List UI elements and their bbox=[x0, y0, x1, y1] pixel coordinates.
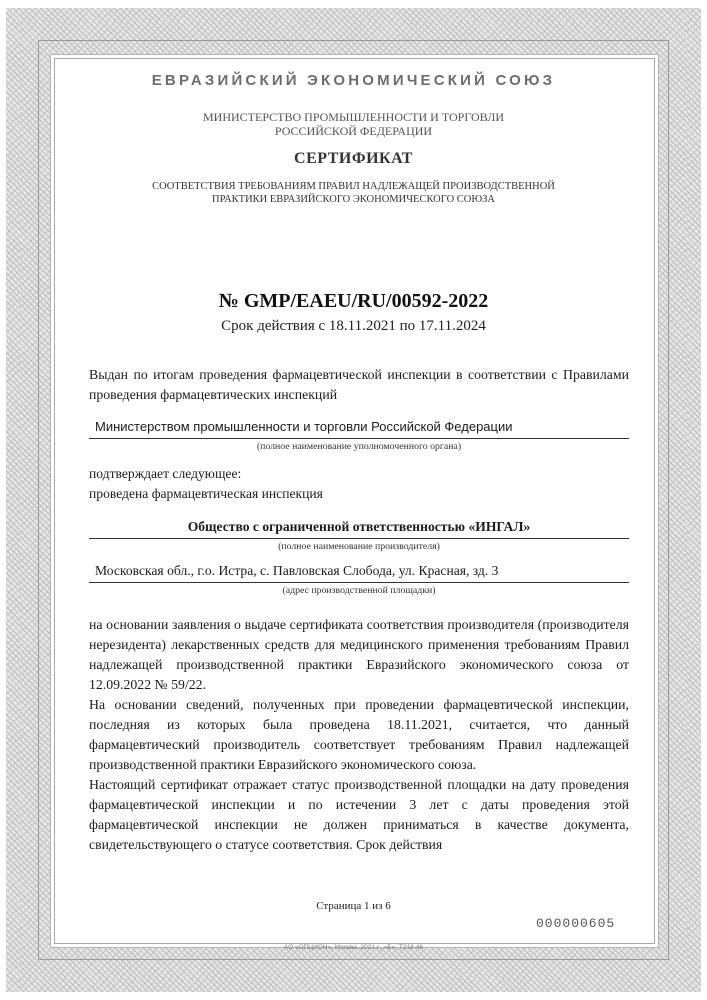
issued-paragraph: Выдан по итогам проведения фармацевтической инспекции в соответствии с Правилами проведения фармацевтических инспекций bbox=[89, 367, 629, 402]
manufacturer-value: Общество с ограниченной ответственностью «ИНГАЛ» bbox=[187, 519, 531, 534]
certificate-number: № GMP/EAEU/RU/00592-2022 bbox=[218, 290, 489, 312]
certificate-subtitle-line-2: ПРАКТИКИ ЕВРАЗИЙСКОГО ЭКОНОМИЧЕСКОГО СОЮЗА bbox=[211, 194, 496, 205]
page-number: Страница 1 из 6 bbox=[316, 900, 391, 912]
certificate-subtitle-line-1: СООТВЕТСТВИЯ ТРЕБОВАНИЯМ ПРАВИЛ НАДЛЕЖАЩЕЙ ПРОИЗВОДСТВЕННОЙ bbox=[152, 181, 555, 192]
printer-imprint: АО «ОПЦИОН», Москва, 2021 г., «Б», Т218-46 bbox=[283, 944, 424, 951]
manufacturer-underline bbox=[89, 538, 629, 539]
site-address-field bbox=[89, 561, 629, 597]
ministry-line-2: РОССИЙСКОЙ ФЕДЕРАЦИИ bbox=[274, 124, 433, 138]
serial-number: 000000605 bbox=[536, 916, 616, 931]
authority-value: Министерством промышленности и торговли Российской Федерации bbox=[95, 419, 513, 434]
body-paragraph-1: на основании заявления о выдаче сертификата соответствия производителя (производителя нерезидента) лекарственных средств для медицинского применения требованиям Правил надлежащей производственной практики Евразийского экономического союза от 12.09.2022 № 59/22. bbox=[89, 617, 629, 692]
union-heading: ЕВРАЗИЙСКИЙ ЭКОНОМИЧЕСКИЙ СОЮЗ bbox=[151, 72, 556, 89]
site-address-underline bbox=[89, 582, 629, 583]
body-paragraph-3: Настоящий сертификат отражает статус производственной площадки на дату проведения фармацевтической инспекции и по истечении 3 лет с даты проведения этой фармацевтической инспекции не должен приниматься в качестве документа, свидетельствующего о статусе соответствия. Срок действия bbox=[89, 777, 629, 852]
certificate-title: СЕРТИФИКАТ bbox=[294, 150, 413, 167]
confirm-line-2: проведена фармацевтическая инспекция bbox=[89, 486, 323, 501]
authority-underline bbox=[89, 438, 629, 439]
ministry-heading bbox=[0, 110, 707, 138]
body-paragraph-2: На основании сведений, полученных при проведении фармацевтической инспекции, последняя из которых была проведена 18.11.2021, считается, что данный фармацевтический производитель соответствует требованиям Правил надлежащей производственной практики Евразийского экономического союза. bbox=[89, 697, 629, 772]
site-address-value: Московская обл., г.о. Истра, с. Павловская Слобода, ул. Красная, зд. 3 bbox=[95, 563, 499, 578]
validity-period: Срок действия с 18.11.2021 по 17.11.2024 bbox=[221, 318, 486, 334]
ministry-line-1: МИНИСТЕРСТВО ПРОМЫШЛЕННОСТИ И ТОРГОВЛИ bbox=[203, 110, 504, 124]
confirmation-block bbox=[89, 464, 629, 504]
authority-caption: (полное наименование уполномоченного органа) bbox=[256, 441, 462, 452]
manufacturer-caption: (полное наименование производителя) bbox=[278, 541, 440, 552]
confirm-line-1: подтверждает следующее: bbox=[89, 466, 242, 481]
manufacturer-field bbox=[89, 517, 629, 553]
site-address-caption: (адрес производственной площадки) bbox=[282, 585, 436, 596]
authority-field bbox=[89, 417, 629, 453]
certificate-subtitle bbox=[0, 180, 707, 206]
certificate-body bbox=[89, 615, 629, 855]
